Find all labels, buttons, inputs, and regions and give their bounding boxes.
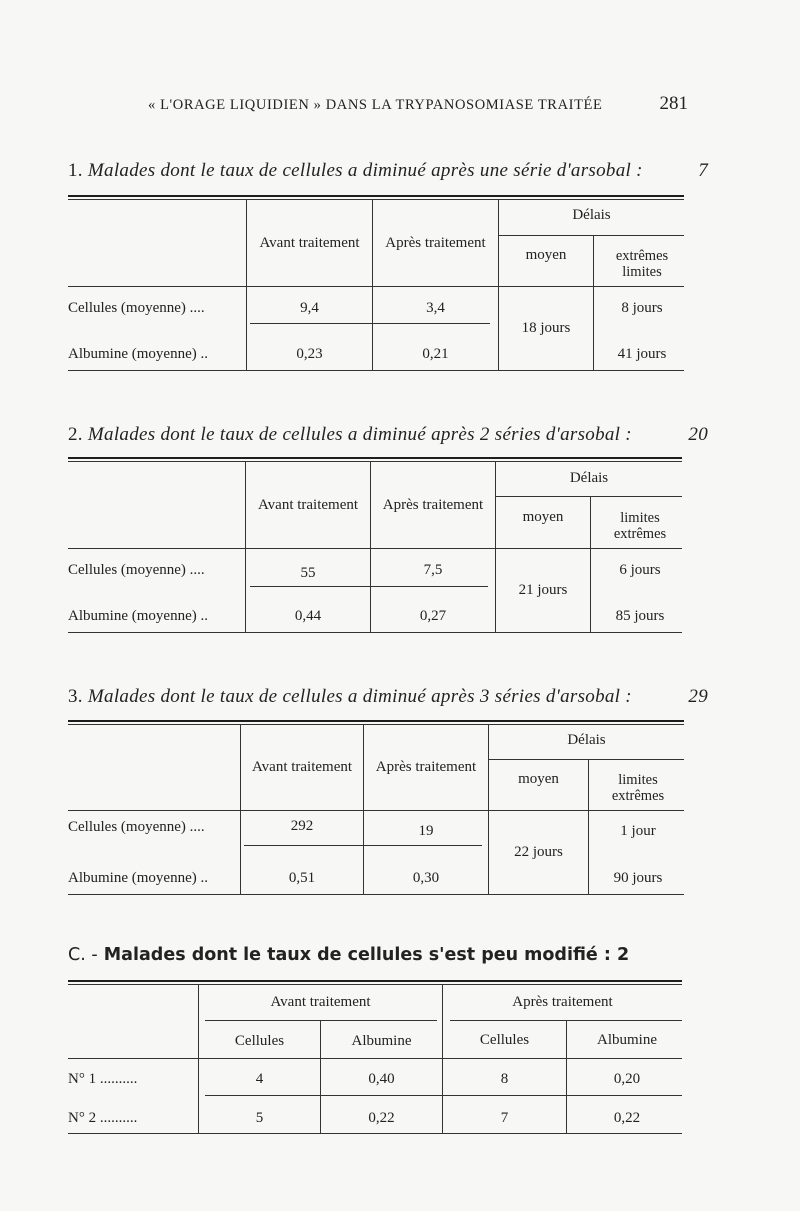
table-1-moyen-value: 18 jours bbox=[521, 320, 571, 336]
table-3-moyen-value: 22 jours bbox=[514, 844, 563, 860]
table-3-header-rule bbox=[68, 810, 684, 811]
table-3-row-1-extreme: 1 jour bbox=[620, 823, 656, 839]
table-1-row-1-extreme: 8 jours bbox=[621, 300, 663, 316]
table-1-header-avant: Avant traitement bbox=[259, 235, 360, 251]
table-3-caption-text: Malades dont le taux de cellules a diminué après 3 séries d'arsobal : bbox=[87, 686, 632, 707]
table-3-row-1-apres: 19 bbox=[418, 823, 434, 839]
table-2-header-apres: Après traitement bbox=[382, 497, 484, 513]
table-3-row-2-extreme: 90 jours bbox=[613, 870, 663, 886]
table-c-row-1-avant-cellules: 4 bbox=[255, 1071, 264, 1087]
table-2-caption bbox=[68, 424, 708, 446]
table-3-row-1-label: Cellules (moyenne) .... bbox=[68, 819, 205, 835]
table-1-mid-rule bbox=[250, 323, 490, 324]
table-2-header-delais: Délais bbox=[569, 470, 609, 486]
page-number: 281 bbox=[659, 93, 688, 114]
table-3-row-2-label: Albumine (moyenne) .. bbox=[68, 870, 208, 886]
table-2-bottom-rule bbox=[68, 632, 682, 633]
table-3-mid-rule bbox=[244, 845, 482, 846]
table-2-row-2-avant: 0,44 bbox=[294, 608, 322, 624]
table-1-number: 1. bbox=[68, 160, 83, 181]
table-1-header-moyen: moyen bbox=[525, 247, 567, 263]
table-2-row-2-extreme: 85 jours bbox=[615, 608, 665, 624]
table-c-row-2-avant-cellules: 5 bbox=[255, 1110, 264, 1126]
table-1-vline-3 bbox=[498, 200, 499, 370]
table-3-header-delais: Délais bbox=[567, 732, 606, 748]
table-3-delais-rule bbox=[489, 759, 684, 760]
table-c-row-2-label: N° 2 .......... bbox=[68, 1110, 138, 1126]
table-2-top-rule bbox=[68, 457, 682, 459]
table-3-header-limites-1: limites bbox=[618, 772, 658, 788]
table-2-caption-text: Malades dont le taux de cellules a diminué après 2 séries d'arsobal : bbox=[87, 424, 632, 445]
table-3-number: 3. bbox=[68, 686, 83, 707]
table-2-row-1-label: Cellules (moyenne) .... bbox=[68, 562, 205, 578]
table-2-moyen-value: 21 jours bbox=[518, 582, 568, 598]
table-2-vline-2 bbox=[370, 462, 371, 632]
section-c-count: 2 bbox=[616, 945, 630, 965]
table-3-bottom-rule bbox=[68, 894, 684, 895]
table-3-caption bbox=[68, 686, 708, 708]
table-c-apres-rule bbox=[450, 1020, 682, 1021]
table-1-row-2-avant: 0,23 bbox=[296, 346, 323, 362]
table-3-count: 29 bbox=[688, 686, 708, 707]
table-2-top-rule-2 bbox=[68, 461, 682, 462]
table-2-row-1-apres: 7,5 bbox=[423, 562, 443, 578]
table-2-header-moyen: moyen bbox=[522, 509, 564, 525]
table-1-row-2-apres: 0,21 bbox=[422, 346, 449, 362]
table-c-header-rule bbox=[68, 1058, 682, 1059]
table-c-top-rule bbox=[68, 980, 682, 982]
table-c-row-2-apres-cellules: 7 bbox=[500, 1110, 509, 1126]
table-1-top-rule-2 bbox=[68, 199, 684, 200]
table-1-row-1-label: Cellules (moyenne) .... bbox=[68, 300, 205, 316]
table-2-row-1-avant: 55 bbox=[300, 565, 316, 581]
table-1-header-delais: Délais bbox=[572, 207, 611, 223]
table-c-header-apres-albumine: Albumine bbox=[597, 1032, 657, 1048]
table-c-mid-rule bbox=[205, 1095, 682, 1096]
table-3-row-1-avant: 292 bbox=[290, 818, 314, 834]
table-1-header-rule bbox=[68, 286, 684, 287]
table-c-row-1-apres-cellules: 8 bbox=[500, 1071, 509, 1087]
table-c-row-2-apres-albumine: 0,22 bbox=[613, 1110, 641, 1126]
table-3-header-apres: Après traitement bbox=[375, 759, 477, 775]
table-1-header-extreme-1: extrêmes bbox=[615, 248, 669, 264]
section-c-lead: C. - bbox=[68, 945, 98, 965]
table-1-caption bbox=[68, 160, 708, 182]
table-c-header-avant-albumine: Albumine bbox=[351, 1033, 412, 1049]
section-c-caption-text: Malades dont le taux de cellules s'est peu modifié : bbox=[103, 945, 611, 965]
table-3-row-2-apres: 0,30 bbox=[412, 870, 440, 886]
table-1-row-2-label: Albumine (moyenne) .. bbox=[68, 346, 208, 362]
table-2-header-limites-1: limites bbox=[620, 510, 660, 526]
table-2-vline-1 bbox=[245, 462, 246, 632]
table-1-row-1-apres: 3,4 bbox=[426, 300, 445, 316]
table-1-row-2-extreme: 41 jours bbox=[617, 346, 667, 362]
table-c-header-avant-cellules: Cellules bbox=[234, 1033, 285, 1049]
table-2-vline-3 bbox=[495, 462, 496, 632]
table-2-count: 20 bbox=[688, 424, 708, 445]
table-c-top-rule-2 bbox=[68, 984, 682, 985]
table-2-header-limites-2: extrêmes bbox=[613, 526, 667, 542]
table-1-count: 7 bbox=[698, 160, 708, 181]
table-1-header-extreme-2: limites bbox=[622, 264, 662, 280]
table-1-caption-text: Malades dont le taux de cellules a diminué après une série d'arsobal : bbox=[87, 160, 643, 181]
table-c-row-1-apres-albumine: 0,20 bbox=[613, 1071, 641, 1087]
table-c-bottom-rule bbox=[68, 1133, 682, 1134]
table-2-row-2-label: Albumine (moyenne) .. bbox=[68, 608, 208, 624]
table-c-row-1-avant-albumine: 0,40 bbox=[368, 1071, 395, 1087]
table-c-header-apres: Après traitement bbox=[512, 994, 613, 1010]
table-c-header-avant: Avant traitement bbox=[270, 994, 371, 1010]
table-3-header-limites-2: extrêmes bbox=[611, 788, 665, 804]
table-1-row-1-avant: 9,4 bbox=[300, 300, 319, 316]
table-2-row-1-extreme: 6 jours bbox=[619, 562, 661, 578]
table-3-top-rule-2 bbox=[68, 724, 684, 725]
table-3-top-rule bbox=[68, 720, 684, 722]
table-3-row-2-avant: 0,51 bbox=[288, 870, 316, 886]
table-2-number: 2. bbox=[68, 424, 83, 445]
table-1-bottom-rule bbox=[68, 370, 684, 371]
section-c-caption bbox=[68, 945, 708, 965]
table-1-header-apres: Après traitement bbox=[385, 235, 486, 251]
table-3-header-avant: Avant traitement bbox=[251, 759, 353, 775]
table-c-header-apres-cellules: Cellules bbox=[479, 1032, 530, 1048]
table-2-delais-rule bbox=[496, 496, 682, 497]
table-c-avant-rule bbox=[205, 1020, 437, 1021]
table-2-row-2-apres: 0,27 bbox=[419, 608, 447, 624]
table-2-header-avant: Avant traitement bbox=[257, 497, 359, 513]
table-1-delais-rule bbox=[499, 235, 684, 236]
table-2-header-rule bbox=[68, 548, 682, 549]
table-2-mid-rule bbox=[250, 586, 488, 587]
table-1-vline-1 bbox=[246, 200, 247, 370]
running-head-title: « L'ORAGE LIQUIDIEN » DANS LA TRYPANOSOMIASE TRAITÉE bbox=[148, 97, 603, 113]
table-c-row-2-avant-albumine: 0,22 bbox=[368, 1110, 395, 1126]
table-3-header-moyen: moyen bbox=[518, 771, 559, 787]
table-1-top-rule bbox=[68, 195, 684, 197]
table-1-vline-2 bbox=[372, 200, 373, 370]
table-c-row-1-label: N° 1 .......... bbox=[68, 1071, 138, 1087]
